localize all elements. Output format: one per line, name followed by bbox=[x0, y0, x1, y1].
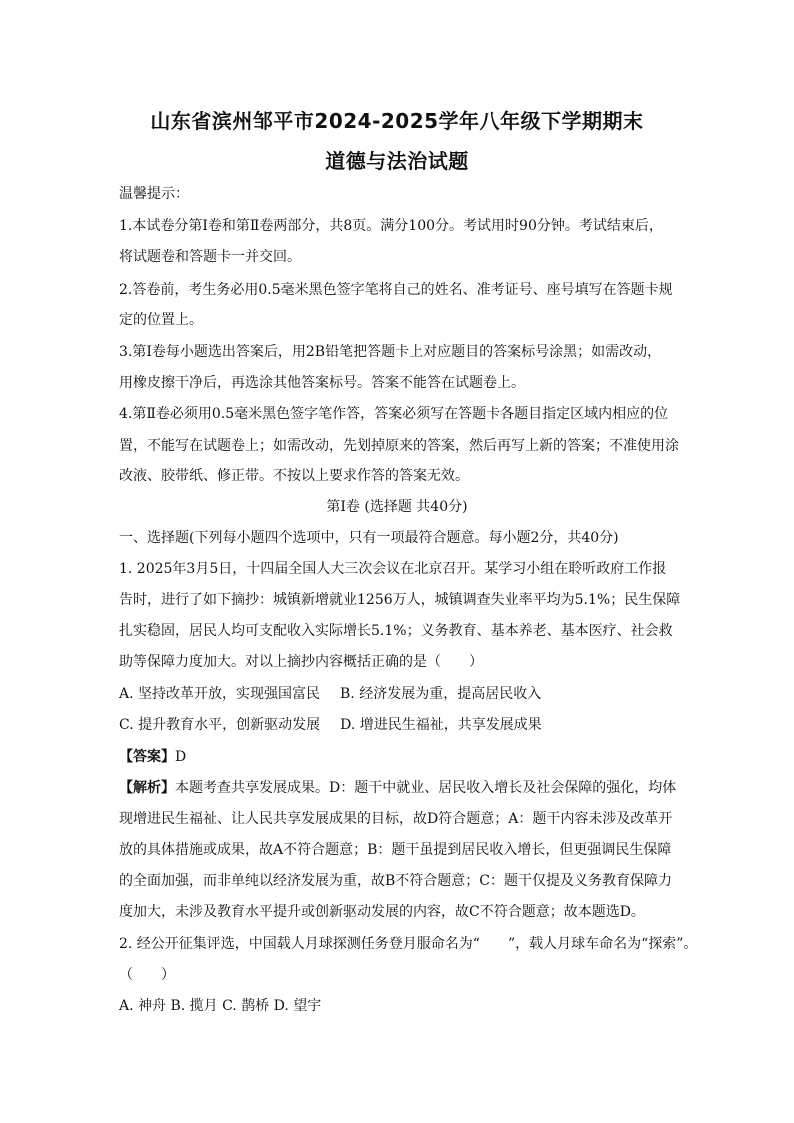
notice-line: 用橡皮擦干净后，再选涂其他答案标号。答案不能答在试题卷上。 bbox=[119, 375, 525, 391]
section-title: 第Ⅰ卷 (选择题 共40分) bbox=[326, 499, 468, 515]
analysis-text: 放的具体措施或成果，故A不符合题意；B：题干虽提到居民收入增长，但更强调民生保障 bbox=[119, 842, 672, 858]
question-stem: 1. 2025年3月5日，十四届全国人大三次会议在北京召开。某学习小组在聆听政府工作报 bbox=[119, 561, 667, 577]
notice-line: 置，不能写在试题卷上；如需改动，先划掉原来的答案，然后再写上新的答案；不准使用涂 bbox=[119, 438, 679, 454]
question-stem: 告时，进行了如下摘抄：城镇新增就业1256万人，城镇调查失业率平均为5.1%；民生保障 bbox=[119, 592, 681, 608]
option-row: A. 神舟 B. 揽月 C. 鹊桥 D. 望宇 bbox=[119, 998, 322, 1014]
notice-line: 3.第Ⅰ卷每小题选出答案后，用2B铅笔把答题卡上对应题目的答案标号涂黑；如需改动， bbox=[119, 344, 662, 360]
option-row bbox=[119, 715, 694, 735]
notice-line: 1.本试卷分第Ⅰ卷和第Ⅱ卷两部分，共8页。满分100分。考试用时90分钟。考试结束后， bbox=[119, 218, 663, 234]
answer-value: D bbox=[175, 749, 187, 765]
question-stem: 扎实稳固，居民人均可支配收入实际增长5.1%；义务教育、基本养老、基本医疗、社会救 bbox=[119, 623, 673, 639]
analysis-text: 的全面加强，而非单纯以经济发展为重，故B不符合题意；C：题干仅提及义务教育保障力 bbox=[119, 873, 672, 889]
notice-line: 改液、胶带纸、修正带。不按以上要求作答的答案无效。 bbox=[119, 468, 469, 484]
page-title: 山东省滨州邹平市2024-2025学年八年级下学期期末 bbox=[150, 109, 644, 133]
question-stem: （ ） bbox=[119, 967, 175, 983]
option-a: A. 坚持改革开放，实现强国富民 bbox=[119, 686, 321, 702]
notice-line: 将试题卷和答题卡一并交回。 bbox=[119, 249, 301, 265]
answer-label: 【答案】 bbox=[119, 749, 175, 765]
notice-line: 2.答卷前，考生务必用0.5毫米黑色签字笔将自己的姓名、准考证号、座号填写在答题卡规 bbox=[119, 282, 673, 298]
analysis-text: 本题考查共享发展成果。D：题干中就业、居民收入增长及社会保障的强化，均体 bbox=[175, 780, 677, 796]
option-d: D. 增进民生福祉，共享发展成果 bbox=[340, 717, 542, 733]
analysis-row bbox=[119, 778, 694, 798]
notice-line: 4.第Ⅱ卷必须用0.5毫米黑色签字笔作答，答案必须写在答题卡各题目指定区域内相应的位 bbox=[119, 406, 669, 422]
analysis-text: 现增进民生福祉、让人民共享发展成果的目标，故D符合题意；A：题干内容未涉及改革开 bbox=[119, 811, 673, 827]
notice-line: 定的位置上。 bbox=[119, 312, 203, 328]
notice-heading: 温馨提示： bbox=[119, 186, 189, 202]
analysis-text: 度加大，未涉及教育水平提升或创新驱动发展的内容，故C不符合题意；故本题选D。 bbox=[119, 904, 645, 920]
answer-row bbox=[119, 747, 694, 767]
analysis-label: 【解析】 bbox=[119, 780, 175, 796]
question-stem: 助等保障力度加大。对以上摘抄内容概括正确的是（ ） bbox=[119, 654, 483, 670]
question-stem: 2. 经公开征集评选，中国载人月球探测任务登月服命名为“ ”，载人月球车命名为“探索”。 bbox=[119, 936, 698, 952]
option-row bbox=[119, 684, 694, 704]
page-subtitle: 道德与法治试题 bbox=[325, 149, 469, 173]
option-c: C. 提升教育水平，创新驱动发展 bbox=[119, 717, 321, 733]
section-instruction: 一、选择题(下列每小题四个选项中，只有一项最符合题意。每小题2分，共40分) bbox=[119, 530, 619, 546]
option-b: B. 经济发展为重，提高居民收入 bbox=[340, 686, 542, 702]
